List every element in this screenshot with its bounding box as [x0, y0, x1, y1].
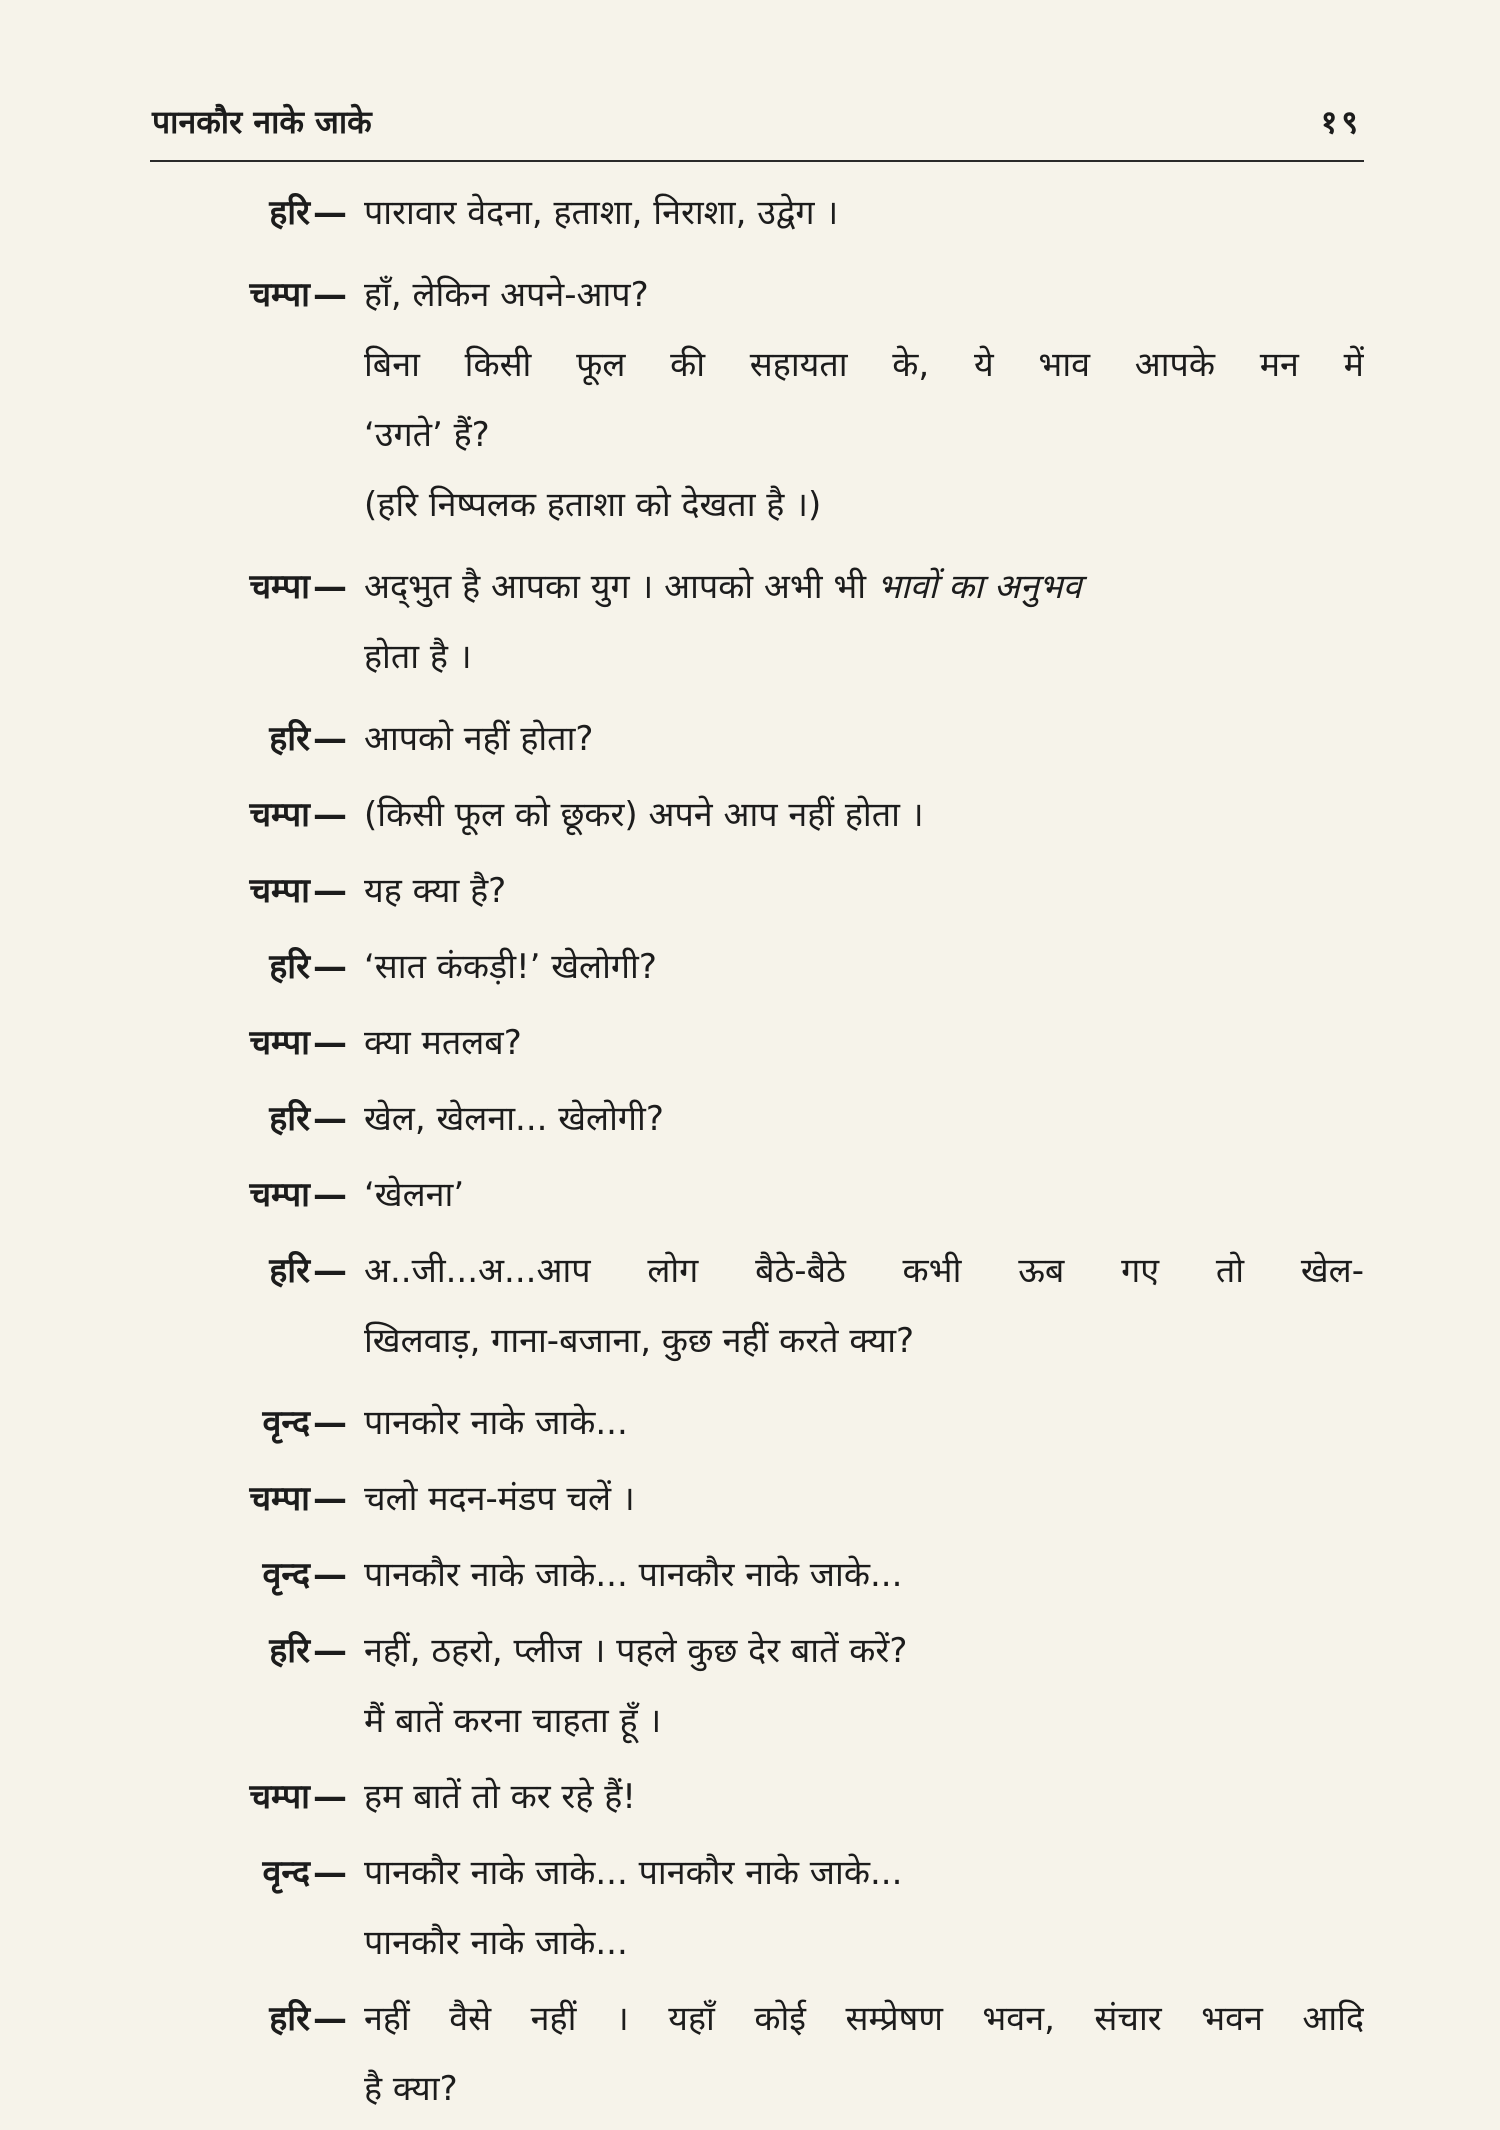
speaker-dash: — — [313, 1403, 347, 1443]
dialogue-entry — [150, 1388, 1364, 1458]
speaker-dash: — — [313, 719, 347, 759]
speaker-dash: — — [313, 795, 347, 835]
page-number: १९ — [1320, 103, 1362, 141]
speaker-dash: — — [313, 1853, 347, 1893]
dialogue-text: अद्‌भुत है आपका युग । आपको अभी भी — [364, 567, 877, 607]
dialogue-entry — [150, 1084, 1364, 1154]
dialogue-line: ‘उगते’ हैं? — [364, 415, 490, 455]
speaker-name: हरि — [269, 947, 310, 987]
speaker-dash: — — [313, 1631, 347, 1671]
speaker-dash: — — [313, 1251, 347, 1291]
speaker-name: चम्पा — [249, 795, 310, 835]
speaker-dash: — — [313, 193, 347, 233]
dialogue-line: अ..जी...अ...आप लोग बैठे-बैठे कभी ऊब गए तो खेल- — [364, 1251, 1364, 1291]
dialogue-line: पानकौर नाके जाके... पानकौर नाके जाके... — [364, 1555, 903, 1595]
speaker-dash: — — [313, 567, 347, 607]
speaker-name: चम्पा — [249, 567, 310, 607]
dialogue-entry — [150, 1464, 1364, 1534]
dialogue-entry — [150, 552, 1364, 692]
speaker-name: वृन्द — [262, 1555, 310, 1595]
dialogue-line: हम बातें तो कर रहे हैं! — [364, 1777, 636, 1817]
dialogue-line: पारावार वेदना, हताशा, निराशा, उद्वेग । — [364, 193, 839, 233]
dialogue-line: क्या मतलब? — [364, 1023, 522, 1063]
dialogue-line: नहीं वैसे नहीं । यहाँ कोई सम्प्रेषण भवन, संचार भवन आदि — [364, 1999, 1364, 2039]
dialogue-line: पानकोर नाके जाके... — [364, 1403, 628, 1443]
dialogue-entry — [150, 856, 1364, 926]
dialogue-entry — [150, 1008, 1364, 1078]
stage-direction: (हरि निष्पलक हताशा को देखता है ।) — [364, 485, 822, 525]
speaker-name: हरि — [269, 193, 310, 233]
dialogue-entry — [150, 1540, 1364, 1610]
speaker-dash: — — [313, 1099, 347, 1139]
dialogue-line: चलो मदन-मंडप चलें । — [364, 1479, 635, 1519]
speaker-dash: — — [313, 275, 347, 315]
speaker-dash: — — [313, 947, 347, 987]
dialogue-entry — [150, 932, 1364, 1002]
dialogue-line: आपको नहीं होता? — [364, 719, 594, 759]
speaker-name: चम्पा — [249, 1479, 310, 1519]
speaker-name: हरि — [269, 1099, 310, 1139]
speaker-name: चम्पा — [249, 1023, 310, 1063]
dialogue-line: ‘सात कंकड़ी!’ खेलोगी? — [364, 947, 657, 987]
dialogue-line: पानकौर नाके जाके... पानकौर नाके जाके... — [364, 1853, 903, 1893]
dialogue-entry — [150, 780, 1364, 850]
speaker-dash: — — [313, 1777, 347, 1817]
speaker-name: वृन्द — [262, 1403, 310, 1443]
dialogue-line: बिना किसी फूल की सहायता के, ये भाव आपके मन में — [364, 345, 1364, 385]
speaker-name: चम्पा — [249, 1777, 310, 1817]
speaker-name: वृन्द — [262, 1853, 310, 1893]
dialogue-line: मैं बातें करना चाहता हूँ । — [364, 1701, 662, 1741]
dialogue-line: (किसी फूल को छूकर) अपने आप नहीं होता । — [364, 795, 924, 835]
dialogue-line: है क्या? — [364, 2069, 458, 2109]
dialogue-line: यह क्या है? — [364, 871, 507, 911]
dialogue-entry — [150, 1616, 1364, 1756]
speaker-name: हरि — [269, 1631, 310, 1671]
dialogue-line: खेल, खेलना... खेलोगी? — [364, 1099, 664, 1139]
dialogue — [150, 178, 1364, 2130]
dialogue-entry — [150, 1838, 1364, 1978]
speaker-dash: — — [313, 1999, 347, 2039]
dialogue-entry — [150, 1762, 1364, 1832]
dialogue-line: ‘खेलना’ — [364, 1175, 465, 1215]
dialogue-line: हाँ, लेकिन अपने-आप? — [364, 275, 649, 315]
running-title: पानकौर नाके जाके — [152, 103, 372, 141]
speaker-name: चम्पा — [249, 275, 310, 315]
speaker-dash: — — [313, 1175, 347, 1215]
dialogue-line: पानकौर नाके जाके... — [364, 1923, 628, 1963]
speaker-name: हरि — [269, 1251, 310, 1291]
dialogue-entry — [150, 178, 1364, 248]
dialogue-entry — [150, 1984, 1364, 2124]
emphasized-text: भावों का अनुभव — [876, 567, 1082, 607]
speaker-name: हरि — [269, 719, 310, 759]
dialogue-line: खिलवाड़, गाना-बजाना, कुछ नहीं करते क्या? — [364, 1321, 915, 1361]
speaker-name: चम्पा — [249, 1175, 310, 1215]
dialogue-entry — [150, 1236, 1364, 1376]
dialogue-line: नहीं, ठहरो, प्लीज । पहले कुछ देर बातें करें? — [364, 1631, 908, 1671]
dialogue-entry — [150, 1160, 1364, 1230]
speaker-dash: — — [313, 871, 347, 911]
speaker-dash: — — [313, 1479, 347, 1519]
dialogue-line — [364, 552, 1364, 622]
speaker-dash: — — [313, 1555, 347, 1595]
speaker-name: चम्पा — [249, 871, 310, 911]
header-rule — [150, 160, 1364, 162]
speaker-dash: — — [313, 1023, 347, 1063]
dialogue-line: होता है । — [364, 637, 472, 677]
dialogue-entry — [150, 704, 1364, 774]
speaker-name: हरि — [269, 1999, 310, 2039]
dialogue-entry — [150, 260, 1364, 540]
